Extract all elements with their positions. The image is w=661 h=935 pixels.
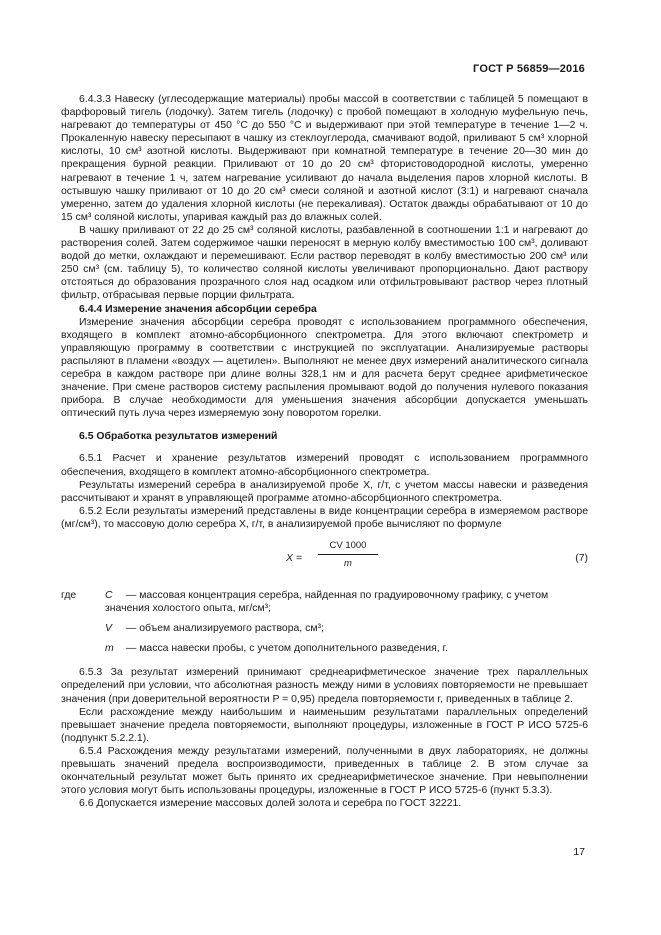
- formula-lhs: X =: [286, 553, 302, 564]
- paragraph-6-5-1: 6.5.1 Расчет и хранение результатов измерений проводят с использованием программного обеспечения, входящего в комплект атомно-абсорбционного спектрометра.: [61, 453, 588, 478]
- legend-symbol: m: [105, 643, 114, 655]
- paragraph-6-5-2: 6.5.2 Если результаты измерений представлены в виде концентрации серебра в измеряемом растворе (мг/см³), то массовую долю серебра X, г/т, в анализируемой пробе вычисляют по формуле: [61, 505, 588, 530]
- document-body: [61, 93, 588, 810]
- heading-6-5: 6.5 Обработка результатов измерений: [79, 431, 278, 443]
- legend-symbol: V: [105, 623, 112, 635]
- page-number: 17: [573, 846, 585, 858]
- legend-definition: — массовая концентрация серебра, найденная по градуировочному графику, с учетом значения холостого опыта, мг/см³;: [105, 590, 549, 615]
- legend-label: где: [61, 590, 77, 601]
- formula-denominator: m: [344, 558, 352, 570]
- formula-7: [61, 537, 588, 581]
- paragraph-6-4-3-3: 6.4.3.3 Навеску (углесодержащие материалы) пробы массой в соответствии с таблицей 5 помещают в фарфоровый тигель (лодочку). Затем тигель (лодочку) с пробой помещают в холодную муфельную печь, нагревают до температуры от 450 °C до 550 °C и выдерживают при этой температуре в течение 1—2 ч. Прокаленную навеску пересыпают в чашку из стеклоуглерода, смачивают водой, приливают 5 см³ хлорной кислоты, 10 см³ азотной кислоты. Выдерживают при комнатной температуре в течение 20—30 мин до прекращения бурной реакции. Приливают от 10 до 20 см³ фтористоводородной кислоты, умеренно нагревают в течение 1 ч, затем нагревание усиливают до начала выделения паров хлорной кислоты. В остывшую чашку приливают от 10 до 20 см³ смеси соляной и азотной кислот (3:1) и нагревают сначала умеренно, затем до удаления хлорной кислоты (не перекаливая). Остаток дважды обрабатывают от 10 до 15 см³ соляной кислоты, упаривая каждый раз до влажных солей.: [61, 94, 588, 223]
- paragraph-6-5-4: 6.5.4 Расхождения между результатами измерений, полученными в двух лабораториях, не должны превышать значений предела воспроизводимости, приведенных в таблице 2. В этом случае за окончательный результат может быть принято их среднеарифметическое значение. При невыполнении этого условия могут быть использованы процедуры, изложенные в ГОСТ Р ИСО 5725-6 (пункт 5.3.3).: [61, 745, 588, 797]
- document-id-header: ГОСТ Р 56859—2016: [473, 63, 585, 75]
- paragraph-6-6: 6.6 Допускается измерение массовых долей золота и серебра по ГОСТ 32221.: [79, 798, 462, 810]
- legend-definition: — масса навески пробы, с учетом дополнительного разведения, г.: [125, 643, 448, 655]
- legend-row: [61, 642, 588, 655]
- paragraph-results: Результаты измерений серебра в анализируемой пробе X, г/т, с учетом массы навески и разведения рассчитывают и хранят в управляющей программе атомно-абсорбционного спектрометра.: [61, 479, 588, 504]
- formula-fraction: [318, 539, 378, 570]
- legend-row: [61, 622, 588, 635]
- paragraph-dissolution: В чашку приливают от 22 до 25 см³ соляной кислоты, разбавленной в соотношении 1:1 и нагревают до растворения солей. Затем содержимое чашки переносят в мерную колбу вместимостью 100 см³, доливают водой до метки, охлаждают и перемешивают. Если раствор переводят в колбу вместимостью 200 см³ или 250 см³ (см. таблицу 5), то количество соляной кислоты увеличивают пропорционально. Дают раствору отстояться до образования прозрачного слоя над осадком или отфильтровывают раствор через плотный фильтр, отбрасывая первые порции фильтрата.: [61, 224, 588, 302]
- paragraph-repeatability: Если расхождение между наибольшим и наименьшим результатами параллельных определений превышает значение предела повторяемости, выполняют процедуры, изложенные в ГОСТ Р ИСО 5725-6 (подпункт 5.2.2.1).: [61, 706, 588, 744]
- paragraph-6-5-3: 6.5.3 За результат измерений принимают среднеарифметическое значение трех параллельных определений при условии, что абсолютная разность между ними в условиях повторяемости не превышает значения (при доверительной вероятности P = 0,95) предела повторяемости r, приведенных в таблице 2.: [61, 667, 588, 705]
- heading-6-4-4: 6.4.4 Измерение значения абсорбции серебра: [79, 303, 317, 315]
- legend-symbol: C: [105, 590, 113, 601]
- formula-number: (7): [575, 553, 588, 564]
- formula-legend: [61, 589, 588, 655]
- legend-definition: — объем анализируемого раствора, см³;: [125, 623, 324, 635]
- legend-row: [61, 589, 588, 615]
- formula-numerator: CV 1000: [318, 539, 378, 555]
- paragraph-absorption: Измерение значения абсорбции серебра проводят с использованием программного обеспечения, входящего в комплект атомно-абсорбционного спектрометра. Для этого включают спектрометр и управляющую программу в соответствии с инструкцией по эксплуатации. Анализируемые растворы распыляют в пламени «воздух — ацетилен». Выполняют не менее двух измерений аналитического сигнала серебра в каждом растворе при длине волны 328,1 нм и для расчета берут среднее арифметическое значение. При смене растворов систему распыления промывают водой до получения нулевого показания прибора. В случае необходимости для уменьшения значения абсорбции допускается уменьшать оптический путь луча через измеряемую зону поворотом горелки.: [61, 316, 588, 420]
